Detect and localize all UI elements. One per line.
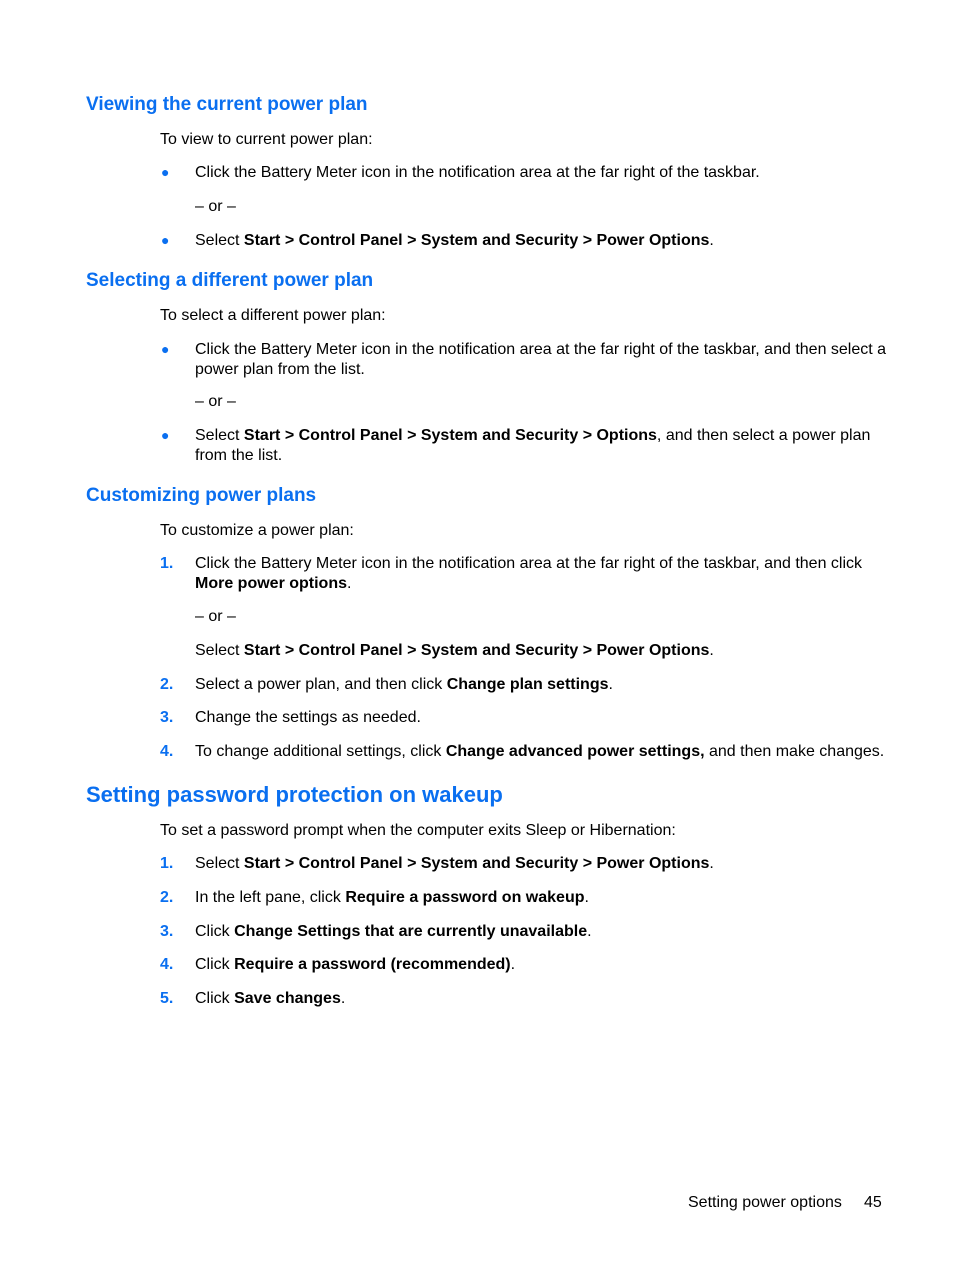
list-number: 2. — [160, 676, 174, 693]
bullet-item — [160, 163, 890, 183]
list-text: Change the settings as needed. — [195, 709, 421, 726]
or-separator: – or – — [195, 198, 236, 215]
alternative-step: Select Start > Control Panel > System and Security > Power Options. — [195, 642, 714, 659]
list-number: 1. — [160, 555, 174, 572]
intro-text: To select a different power plan: — [160, 307, 386, 324]
or-separator: – or – — [195, 393, 236, 410]
section-heading-password: Setting password protection on wakeup — [86, 782, 503, 807]
section-heading-selecting: Selecting a different power plan — [86, 270, 374, 291]
list-text: To change additional settings, click Change advanced power settings, and then make changes. — [195, 743, 885, 760]
bullet-icon: ● — [161, 341, 170, 357]
footer-section-title: Setting power options — [688, 1194, 842, 1211]
list-text: Select a power plan, and then click Change plan settings. — [195, 676, 613, 693]
list-item — [160, 708, 890, 728]
section-heading-customizing: Customizing power plans — [86, 485, 317, 506]
bullet-text: Click the Battery Meter icon in the notification area at the far right of the taskbar, and then select a power plan from the list. — [195, 341, 887, 378]
section-heading-viewing: Viewing the current power plan — [86, 94, 368, 115]
bullet-text: Click the Battery Meter icon in the notification area at the far right of the taskbar. — [195, 164, 760, 181]
list-number: 5. — [160, 990, 174, 1007]
list-number: 1. — [160, 855, 174, 872]
list-item — [160, 888, 890, 908]
list-number: 4. — [160, 743, 174, 760]
list-number: 3. — [160, 709, 174, 726]
list-number: 2. — [160, 889, 174, 906]
list-item — [160, 955, 890, 975]
list-item — [160, 922, 890, 942]
list-number: 3. — [160, 923, 174, 940]
list-text: Click Require a password (recommended). — [195, 956, 516, 973]
list-item — [160, 675, 890, 695]
list-text: In the left pane, click Require a password on wakeup. — [195, 889, 589, 906]
list-text: Click the Battery Meter icon in the notification area at the far right of the taskbar, and then click More power options. — [195, 555, 863, 592]
list-item — [160, 854, 890, 874]
bullet-item — [160, 426, 890, 466]
list-item — [160, 989, 890, 1009]
or-separator: – or – — [195, 608, 236, 625]
list-text: Click Save changes. — [195, 990, 346, 1007]
intro-text: To set a password prompt when the computer exits Sleep or Hibernation: — [160, 822, 676, 839]
bullet-text: Select Start > Control Panel > System and Security > Options, and then select a power plan from the list. — [195, 427, 871, 464]
bullet-item — [160, 231, 890, 251]
bullet-item — [160, 340, 890, 380]
bullet-icon: ● — [161, 427, 170, 443]
list-item — [160, 554, 890, 594]
list-text: Select Start > Control Panel > System and Security > Power Options. — [195, 855, 714, 872]
page-number: 45 — [864, 1194, 882, 1211]
bullet-icon: ● — [161, 232, 170, 248]
list-number: 4. — [160, 956, 174, 973]
bullet-icon: ● — [161, 164, 170, 180]
bullet-text: Select Start > Control Panel > System and Security > Power Options. — [195, 232, 714, 249]
intro-text: To view to current power plan: — [160, 131, 373, 148]
intro-text: To customize a power plan: — [160, 522, 354, 539]
list-item — [160, 742, 890, 762]
list-text: Click Change Settings that are currently unavailable. — [195, 923, 592, 940]
